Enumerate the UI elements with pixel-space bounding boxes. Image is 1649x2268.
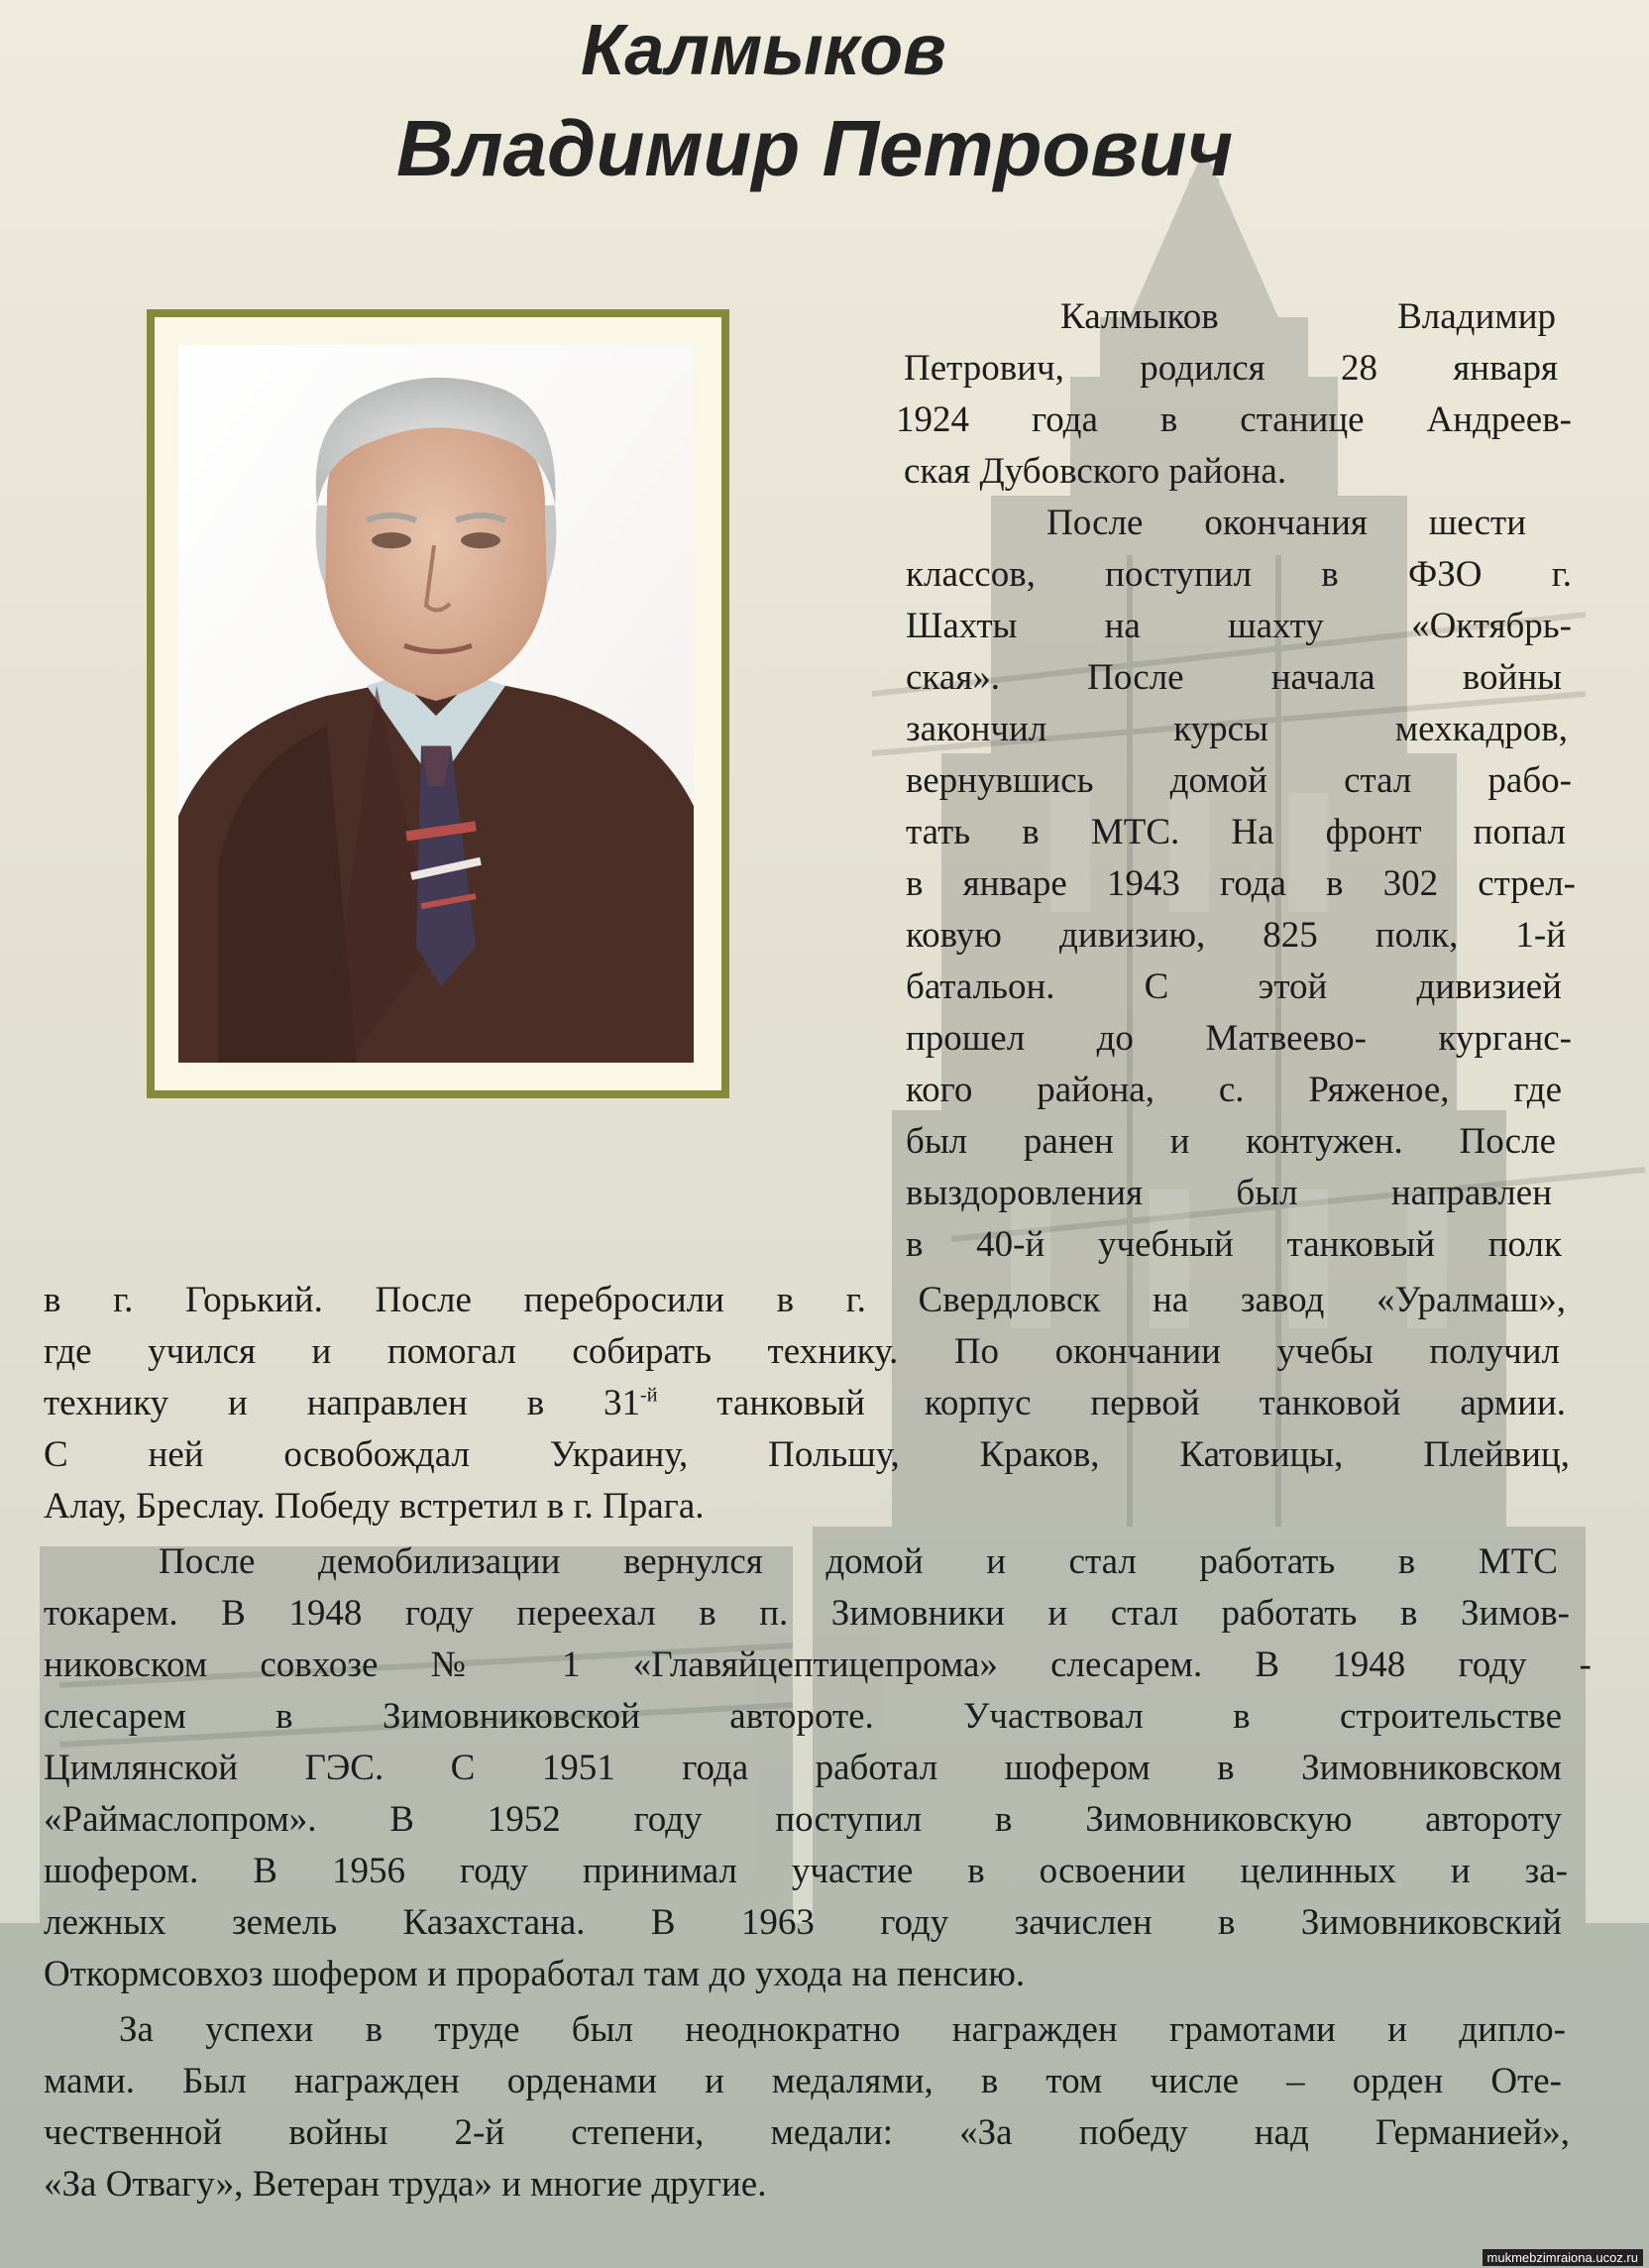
bio-line-8: ская». После начала войны [906,657,1562,698]
bio-line-35: мами. Был награжден орденами и медалями, в том числе – орден Оте- [44,2061,1562,2101]
bio-line-16: кого района, с. Ряженое, где [906,1070,1562,1110]
bio-line-33: Откормсовхоз шофером и проработал там до ухода на пенсию. [44,1954,1026,1994]
bio-line-7: Шахты на шахту «Октябрь- [906,606,1572,646]
bio-line-4: ская Дубовского района. [904,451,1287,492]
bio-line-29: Цимлянской ГЭС. С 1951 года работал шофером в Зимовниковском [44,1748,1562,1788]
bio-line-9: закончил курсы мехкадров, [906,709,1568,749]
bio-line-10: вернувшись домой стал рабо- [906,760,1572,801]
bio-line-12: в январе 1943 года в 302 стрел- [906,863,1576,904]
bio-line-37: «За Отвагу», Ветеран труда» и многие другие. [44,2164,767,2205]
source-watermark: mukmebzimraiona.ucoz.ru [1483,2249,1643,2266]
bio-line-22-start: технику и направлен в 31 [44,1383,641,1423]
bio-line-5: После окончания шести [1046,503,1526,543]
bio-line-3: 1924 года в станице Андреев- [896,399,1572,440]
bio-line-27: никовском совхозе № 1 «Главяйцептицепрома» слесарем. В 1948 году - [44,1644,1592,1685]
bio-line-34: За успехи в труде был неоднократно награжден грамотами и дипло- [119,2009,1566,2050]
bio-line-32: лежных земель Казахстана. В 1963 году зачислен в Зимовниковский [44,1902,1562,1943]
bio-line-1: Калмыков Владимир [1060,296,1556,337]
bio-line-19: в 40-й учебный танковый полк [906,1224,1562,1265]
bio-line-6: классов, поступил в ФЗО г. [906,554,1572,595]
bio-line-21: где учился и помогал собирать технику. По окончании учебы получил [44,1331,1560,1372]
title-surname: Калмыков [581,11,946,90]
bio-line-36: чественной войны 2-й степени, медали: «За победу над Германией», [44,2112,1570,2153]
bio-line-25: После демобилизации вернулся домой и стал работать в МТС [159,1541,1558,1582]
bio-line-18: выздоровления был направлен [906,1173,1552,1213]
bio-line-11: тать в МТС. На фронт попал [906,812,1566,852]
bio-line-15: прошел до Матвеево- курганс- [906,1018,1572,1059]
bio-line-22 [44,1378,1566,1429]
ordinal-superscript: -й [640,1384,658,1407]
bio-line-17: был ранен и контужен. После [906,1121,1556,1162]
title-given-names: Владимир Петрович [396,104,1234,192]
bio-line-30: «Раймаслопром». В 1952 году поступил в Зимовниковскую автороту [44,1799,1562,1840]
bio-line-13: ковую дивизию, 825 полк, 1-й [906,915,1566,956]
bio-line-31: шофером. В 1956 году принимал участие в освоении целинных и за- [44,1851,1568,1891]
bio-line-14: батальон. С этой дивизией [906,966,1562,1007]
bio-line-20: в г. Горький. После перебросили в г. Свердловск на завод «Уралмаш», [44,1280,1566,1320]
bio-line-23: С ней освобождал Украину, Польшу, Краков, Катовицы, Плейвиц, [44,1434,1570,1475]
bio-line-28: слесарем в Зимовниковской автороте. Участвовал в строительстве [44,1696,1562,1737]
bio-line-2: Петрович, родился 28 января [904,348,1558,389]
bio-line-22-end: танковый корпус первой танковой армии. [716,1383,1566,1423]
bio-line-26: токарем. В 1948 году переехал в п. Зимовники и стал работать в Зимов- [44,1593,1570,1634]
bio-line-24: Алау, Бреслау. Победу встретил в г. Прага. [44,1486,705,1527]
